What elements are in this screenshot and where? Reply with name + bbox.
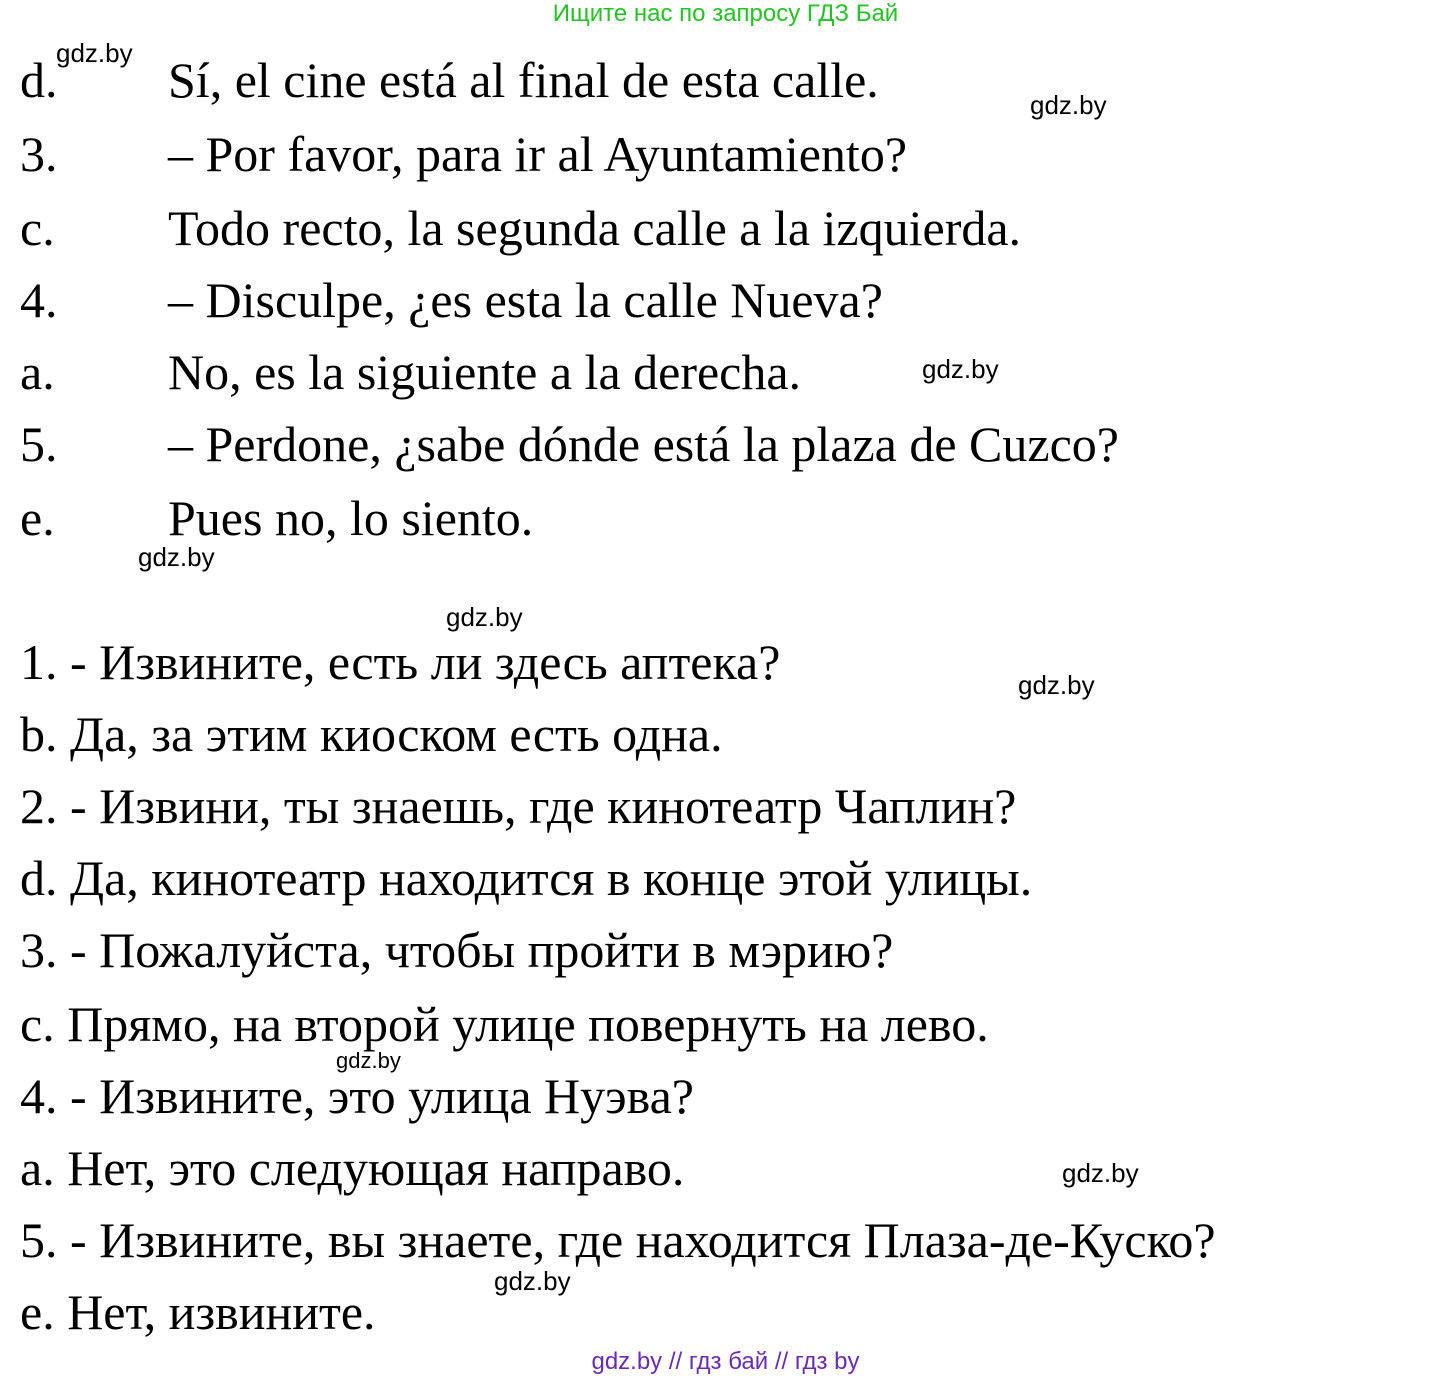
es-line-d [20,52,879,108]
ru-line-b: b. Да, за этим киоском есть одна. [20,706,723,762]
ru-line-4: 4. - Извините, это улица Нуэва? [20,1068,694,1124]
ru-line-1: 1. - Извините, есть ли здесь аптека? [20,634,781,690]
ru-line-e: e. Нет, извините. [20,1284,376,1340]
ru-line-3: 3. - Пожалуйста, чтобы пройти в мэрию? [20,922,894,978]
es-line-3 [20,126,907,182]
es-line-label: e. [20,490,55,546]
es-line-e [20,490,533,546]
ru-line-d: d. Да, кинотеатр находится в конце этой улицы. [20,850,1033,906]
es-line-5 [20,416,1119,472]
es-line-label: 5. [20,416,58,472]
es-line-label: d. [20,52,58,108]
ru-line-c: c. Прямо, на второй улице повернуть на лево. [20,996,989,1052]
ru-line-2: 2. - Извини, ты знаешь, где кинотеатр Чаплин? [20,778,1017,834]
watermark: gdz.by [446,602,523,632]
header-search-hint[interactable]: Ищите нас по запросу ГДЗ Бай [552,0,899,27]
watermark: gdz.by [138,542,215,572]
ru-line-5: 5. - Извините, вы знаете, где находится Плаза-де-Куско? [20,1212,1216,1268]
ru-line-a: a. Нет, это следующая направо. [20,1140,685,1196]
es-line-c [20,200,1021,256]
es-line-label: c. [20,200,55,256]
watermark: gdz.by [336,1048,401,1073]
footer-site-links[interactable]: gdz.by // гдз бай // гдз by [591,1348,860,1375]
es-line-label: a. [20,344,55,400]
es-line-4 [20,272,883,328]
es-line-text: – Perdone, ¿sabe dónde está la plaza de Cuzco? [168,416,1119,472]
es-line-text: Sí, el cine está al final de esta calle. [168,52,879,108]
es-line-text: Todo recto, la segunda calle a la izquierda. [168,200,1022,256]
es-line-a [20,344,801,400]
es-line-text: Pues no, lo siento. [168,490,534,546]
es-line-text: – Por favor, para ir al Ayuntamiento? [168,126,908,182]
watermark: gdz.by [56,38,133,68]
watermark: gdz.by [1030,90,1107,120]
es-line-text: – Disculpe, ¿es esta la calle Nueva? [168,272,883,328]
es-line-label: 4. [20,272,58,328]
es-line-label: 3. [20,126,58,182]
watermark: gdz.by [1062,1158,1139,1188]
watermark: gdz.by [494,1266,571,1296]
es-line-text: No, es la siguiente a la derecha. [168,344,802,400]
watermark: gdz.by [922,354,999,384]
watermark: gdz.by [1018,670,1095,700]
